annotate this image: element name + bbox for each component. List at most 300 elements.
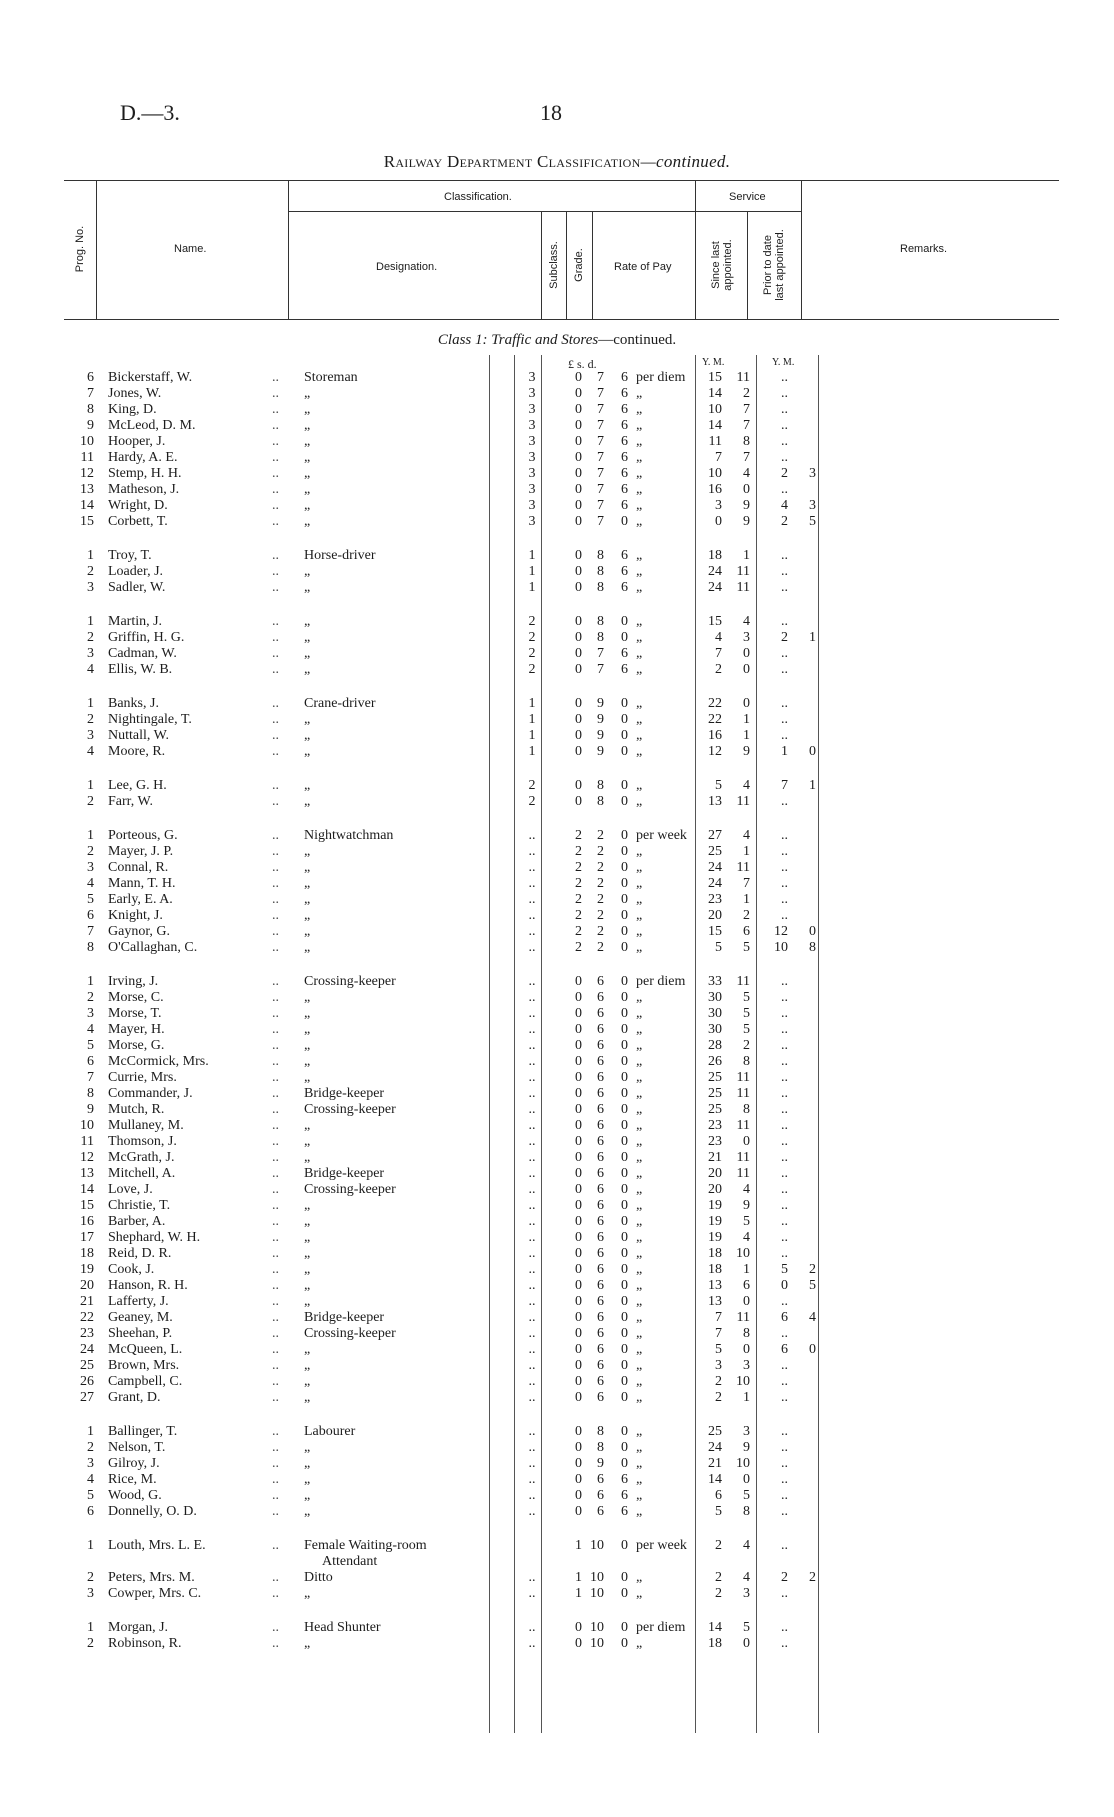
cell-grade: .. [528,1374,536,1389]
table-row [0,1504,1114,1520]
cell-no: 8 [87,1086,94,1101]
cell-pounds: 0 [575,1166,582,1181]
cell-pounds: 0 [575,418,582,433]
cell-name: Rice, M. [108,1472,157,1487]
cell-sy: 18 [708,548,722,563]
cell-pence: 6 [621,548,628,563]
cell-no: 11 [80,1134,94,1149]
cell-designation: „ [304,662,311,677]
cell-no: 5 [87,892,94,907]
cell-pm: 4 [809,1310,816,1325]
cell-sm: 5 [743,990,750,1005]
cell-pounds: 0 [575,1182,582,1197]
cell-shillings: 6 [597,1310,604,1325]
cell-pence: 0 [621,630,628,645]
cell-py: 1 [781,744,788,759]
cell-name: Early, E. A. [108,892,173,907]
cell-unit: „ [636,990,643,1005]
cell-pounds: 0 [575,630,582,645]
cell-py: .. [781,1390,788,1405]
cell-name: Mutch, R. [108,1102,165,1117]
cell-sm: 3 [743,1586,750,1601]
cell-sy: 14 [708,1620,722,1635]
cell-unit: „ [636,908,643,923]
cell-pence: 0 [621,1374,628,1389]
cell-designation: „ [304,1488,311,1503]
cell-pence: 6 [621,450,628,465]
cell-unit: „ [636,1134,643,1149]
cell-sm: 5 [743,1214,750,1229]
cell-py: .. [781,564,788,579]
cell-pence: 6 [621,370,628,385]
cell-pounds: 0 [575,744,582,759]
cell-designation: „ [304,1586,311,1601]
cell-designation: Nightwatchman [304,828,394,843]
cell-pounds: 0 [575,1086,582,1101]
header-name: Name. [174,243,207,255]
cell-py: .. [781,876,788,891]
cell-designation: „ [304,482,311,497]
cell-unit: „ [636,892,643,907]
cell-no: 1 [87,1620,94,1635]
cell-sm: 8 [743,1326,750,1341]
cell-py: .. [781,1374,788,1389]
cell-designation: „ [304,1358,311,1373]
cell-pence: 0 [621,1294,628,1309]
cell-sm: 9 [743,744,750,759]
cell-sy: 5 [715,940,722,955]
cell-pounds: 0 [575,1214,582,1229]
cell-shillings: 7 [597,402,604,417]
cell-pounds: 0 [575,434,582,449]
cell-unit: „ [636,728,643,743]
cell-sy: 25 [708,1070,722,1085]
cell-sm: 8 [743,1054,750,1069]
cell-py: .. [781,402,788,417]
cell-unit: „ [636,1424,643,1439]
cell-sy: 30 [708,1022,722,1037]
cell-designation: „ [304,418,311,433]
cell-sm: 0 [743,1636,750,1651]
cell-shillings: 6 [597,1150,604,1165]
cell-sy: 24 [708,876,722,891]
cell-grade: .. [528,1086,536,1101]
cell-pence: 0 [621,1310,628,1325]
cell-sy: 6 [715,1488,722,1503]
cell-no: 1 [87,1424,94,1439]
group-spacer [0,1406,1114,1424]
cell-sm: 7 [743,418,750,433]
cell-py: .. [781,1456,788,1471]
cell-name: Farr, W. [108,794,153,809]
cell-pence: 0 [621,514,628,529]
cell-sm: 2 [743,908,750,923]
cell-grade: .. [528,1358,536,1373]
cell-designation: „ [304,1342,311,1357]
cell-shillings: 7 [597,482,604,497]
cell-name: Louth, Mrs. L. E. [108,1538,206,1553]
cell-sy: 25 [708,1086,722,1101]
cell-name: Irving, J. [108,974,159,989]
cell-no: 8 [87,940,94,955]
cell-pence: 6 [621,498,628,513]
cell-designation: „ [304,794,311,809]
cell-sm: 0 [743,1134,750,1149]
leader-dots: .. [272,892,279,907]
cell-designation: „ [304,892,311,907]
leader-dots: .. [272,828,279,843]
cell-grade: 2 [528,630,536,645]
cell-pm: 3 [809,466,816,481]
cell-shillings: 6 [597,1488,604,1503]
cell-py: .. [781,434,788,449]
cell-sy: 16 [708,728,722,743]
cell-unit: „ [636,1342,643,1357]
cell-grade: 1 [528,580,536,595]
cell-pounds: 0 [575,614,582,629]
cell-unit: „ [636,1150,643,1165]
cell-py: .. [781,860,788,875]
cell-pounds: 0 [575,402,582,417]
cell-shillings: 9 [597,696,604,711]
cell-py: .. [781,450,788,465]
cell-pence: 0 [621,712,628,727]
cell-name: Brown, Mrs. [108,1358,180,1373]
cell-pounds: 2 [575,908,582,923]
cell-sm: 4 [743,1538,750,1553]
cell-sm: 1 [743,844,750,859]
cell-sy: 20 [708,1182,722,1197]
cell-grade: 2 [528,794,536,809]
cell-sm: 7 [743,450,750,465]
cell-grade: .. [528,974,536,989]
leader-dots: .. [272,924,279,939]
cell-py: .. [781,828,788,843]
cell-sm: 0 [743,696,750,711]
cell-pounds: 0 [575,450,582,465]
cell-pence: 0 [621,1342,628,1357]
cell-grade: .. [528,1230,536,1245]
cell-pence: 0 [621,1166,628,1181]
table-row [0,794,1114,810]
cell-shillings: 6 [597,1086,604,1101]
cell-no: 3 [87,1586,94,1601]
leader-dots: .. [272,940,279,955]
cell-pence: 0 [621,1586,628,1601]
title-continued: —continued. [640,152,731,171]
cell-pounds: 0 [575,1246,582,1261]
cell-unit: „ [636,1182,643,1197]
cell-py: .. [781,1326,788,1341]
cell-sy: 19 [708,1214,722,1229]
cell-grade: 3 [528,514,536,529]
leader-dots: .. [272,1006,279,1021]
cell-shillings: 7 [597,434,604,449]
cell-name: Christie, T. [108,1198,171,1213]
cell-name: Hooper, J. [108,434,166,449]
cell-sy: 33 [708,974,722,989]
cell-pence: 0 [621,1054,628,1069]
cell-designation: „ [304,630,311,645]
cell-pence: 6 [621,662,628,677]
cell-pm: 2 [809,1570,816,1585]
cell-pm: 0 [809,924,816,939]
cell-pounds: 0 [575,1440,582,1455]
cell-py: .. [781,1246,788,1261]
cell-no: 21 [80,1294,94,1309]
cell-designation: „ [304,712,311,727]
cell-name: O'Callaghan, C. [108,940,198,955]
cell-shillings: 2 [597,892,604,907]
page-title [0,152,1114,172]
cell-sy: 2 [715,1390,722,1405]
cell-unit: „ [636,1278,643,1293]
cell-sm: 9 [743,514,750,529]
cell-unit: „ [636,402,643,417]
cell-no: 4 [87,662,94,677]
cell-designation: „ [304,844,311,859]
table-row [0,876,1114,892]
cell-pence: 0 [621,1440,628,1455]
cell-grade: 2 [528,614,536,629]
cell-grade: 1 [528,696,536,711]
cell-name: Nuttall, W. [108,728,170,743]
cell-py: .. [781,1440,788,1455]
cell-pounds: 0 [575,712,582,727]
cell-sm: 3 [743,630,750,645]
cell-grade: .. [528,1390,536,1405]
cell-shillings: 2 [597,908,604,923]
cell-pence: 6 [621,564,628,579]
cell-unit: „ [636,1118,643,1133]
cell-name: Morse, T. [108,1006,162,1021]
leader-dots: .. [272,386,279,401]
cell-pence: 0 [621,940,628,955]
cell-grade: .. [528,1472,536,1487]
cell-grade: .. [528,1134,536,1149]
cell-name: Mitchell, A. [108,1166,176,1181]
cell-pounds: 0 [575,974,582,989]
leader-dots: .. [272,1166,279,1181]
cell-shillings: 2 [597,940,604,955]
cell-no: 24 [80,1342,94,1357]
leader-dots: .. [272,1182,279,1197]
leader-dots: .. [272,1022,279,1037]
cell-shillings: 2 [597,860,604,875]
cell-name: Moore, R. [108,744,166,759]
cell-no: 6 [87,1054,94,1069]
cell-grade: .. [528,1118,536,1133]
cell-sm: 0 [743,646,750,661]
cell-designation: „ [304,1456,311,1471]
cell-sm: 0 [743,482,750,497]
table-row [0,696,1114,712]
cell-py: 6 [781,1310,788,1325]
cell-sy: 23 [708,1134,722,1149]
cell-designation: „ [304,1054,311,1069]
leader-dots: .. [272,1504,279,1519]
cell-unit: „ [636,662,643,677]
leader-dots: .. [272,1424,279,1439]
cell-name: Corbett, T. [108,514,168,529]
cell-designation: „ [304,1262,311,1277]
group-spacer [0,760,1114,778]
cell-name: Sheehan, P. [108,1326,173,1341]
cell-pounds: 0 [575,1150,582,1165]
cell-no: 17 [80,1230,94,1245]
cell-designation: „ [304,498,311,513]
cell-designation: „ [304,876,311,891]
cell-py: 2 [781,1570,788,1585]
cell-grade: 3 [528,386,536,401]
cell-unit: „ [636,1230,643,1245]
cell-py: .. [781,908,788,923]
leader-dots: .. [272,1278,279,1293]
cell-sm: 1 [743,548,750,563]
cell-pm: 5 [809,514,816,529]
cell-sy: 5 [715,1342,722,1357]
cell-shillings: 6 [597,1214,604,1229]
table-row [0,1326,1114,1342]
cell-pounds: 0 [575,1390,582,1405]
cell-grade: .. [528,1070,536,1085]
table-header [64,180,1059,320]
cell-designation: „ [304,386,311,401]
cell-pm: 1 [809,630,816,645]
cell-pounds: 0 [575,1310,582,1325]
cell-py: .. [781,974,788,989]
cell-sy: 2 [715,1570,722,1585]
section-title [0,332,1114,349]
cell-designation: „ [304,614,311,629]
cell-pounds: 0 [575,990,582,1005]
cell-unit: „ [636,1488,643,1503]
cell-pounds: 0 [575,1102,582,1117]
cell-grade: 3 [528,450,536,465]
cell-grade: .. [528,1310,536,1325]
cell-shillings: 2 [597,924,604,939]
cell-name: Martin, J. [108,614,163,629]
cell-pounds: 0 [575,1230,582,1245]
cell-sy: 24 [708,580,722,595]
cell-grade: 2 [528,662,536,677]
cell-pm: 3 [809,498,816,513]
cell-designation: „ [304,778,311,793]
cell-pence: 0 [621,892,628,907]
cell-pounds: 0 [575,778,582,793]
cell-grade: .. [528,1166,536,1181]
cell-unit: per diem [636,370,686,385]
leader-dots: .. [272,1246,279,1261]
cell-grade: 3 [528,498,536,513]
cell-pm: 5 [809,1278,816,1293]
leader-dots: .. [272,1230,279,1245]
cell-grade: .. [528,1586,536,1601]
cell-name: Lee, G. H. [108,778,167,793]
cell-no: 1 [87,974,94,989]
leader-dots: .. [272,1358,279,1373]
cell-sm: 5 [743,1488,750,1503]
cell-unit: „ [636,1374,643,1389]
cell-sm: 0 [743,1342,750,1357]
cell-name: Troy, T. [108,548,152,563]
table-row [0,1118,1114,1134]
cell-name: Grant, D. [108,1390,161,1405]
cell-pence: 0 [621,1214,628,1229]
table-row [0,1150,1114,1166]
cell-pence: 0 [621,860,628,875]
cell-grade: 2 [528,778,536,793]
cell-sy: 11 [708,434,722,449]
leader-dots: .. [272,1440,279,1455]
cell-sy: 24 [708,564,722,579]
cell-sy: 7 [715,1326,722,1341]
cell-unit: „ [636,1294,643,1309]
cell-shillings: 6 [597,1102,604,1117]
cell-sy: 7 [715,646,722,661]
table-row [0,1570,1114,1586]
cell-py: .. [781,1118,788,1133]
cell-unit: „ [636,712,643,727]
cell-no: 14 [80,1182,94,1197]
cell-grade: 3 [528,482,536,497]
cell-grade: .. [528,1342,536,1357]
cell-sm: 4 [743,466,750,481]
cell-unit: „ [636,418,643,433]
cell-shillings: 8 [597,614,604,629]
table-row [0,1424,1114,1440]
leader-dots: .. [272,1134,279,1149]
cell-pounds: 0 [575,1118,582,1133]
table-row [0,1358,1114,1374]
cell-unit: „ [636,1390,643,1405]
cell-name: Mullaney, M. [108,1118,184,1133]
cell-shillings: 6 [597,1246,604,1261]
cell-shillings: 7 [597,418,604,433]
cell-py: .. [781,696,788,711]
cell-unit: „ [636,1246,643,1261]
table-row [0,1310,1114,1326]
table-row [0,1246,1114,1262]
cell-designation: Head Shunter [304,1620,381,1635]
cell-sm: 7 [743,876,750,891]
cell-sy: 25 [708,1102,722,1117]
cell-no: 2 [87,630,94,645]
cell-py: .. [781,1230,788,1245]
cell-py: .. [781,1054,788,1069]
cell-shillings: 7 [597,514,604,529]
page-number: 18 [540,100,562,125]
cell-pence: 0 [621,1456,628,1471]
leader-dots: .. [272,876,279,891]
cell-no: 22 [80,1310,94,1325]
cell-name: Geaney, M. [108,1310,173,1325]
cell-pounds: 1 [575,1586,582,1601]
cell-pm: 8 [809,940,816,955]
page-reference: D.—3. [120,100,180,125]
cell-designation: „ [304,728,311,743]
cell-pounds: 0 [575,646,582,661]
leader-dots: .. [272,548,279,563]
cell-sy: 28 [708,1038,722,1053]
cell-unit: „ [636,1214,643,1229]
cell-pence: 6 [621,1504,628,1519]
cell-unit: „ [636,630,643,645]
cell-unit: „ [636,1440,643,1455]
cell-name: Robinson, R. [108,1636,182,1651]
cell-sy: 10 [708,466,722,481]
cell-shillings: 6 [597,1262,604,1277]
